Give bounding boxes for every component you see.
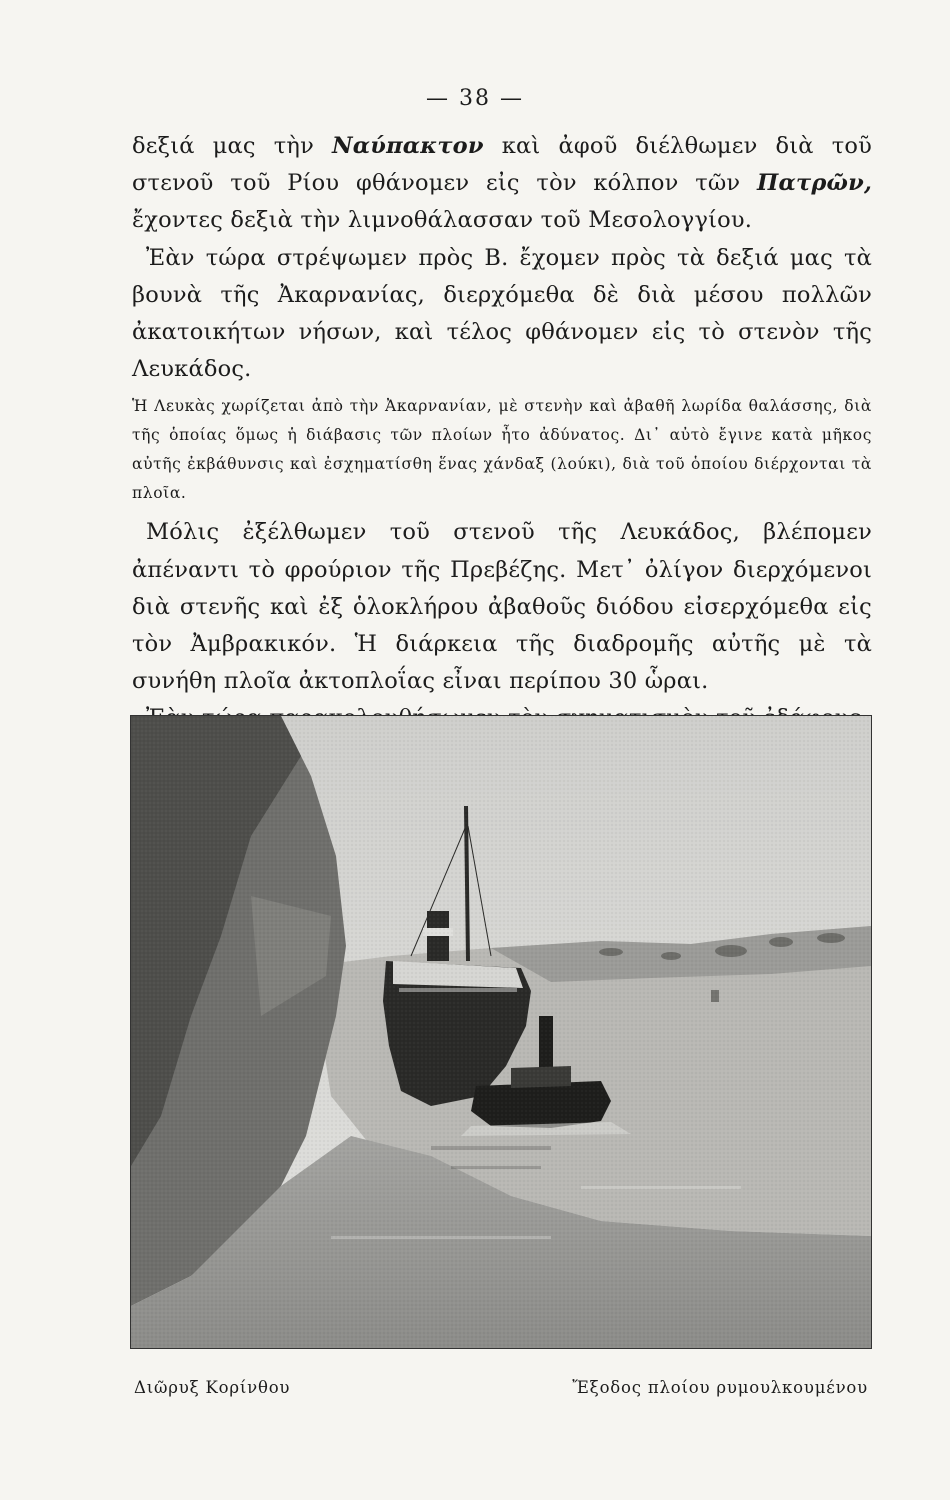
text-run: δεξιά μας τὴν: [132, 133, 332, 159]
text-run: Μόλις ἐξέλθωμεν τοῦ στενοῦ τῆς Λευκάδος, βλέπομεν ἀπέναντι τὸ φρούριον τῆς Πρεβέζης. Μετ᾽ ὀλίγον διερχόμενοι διὰ στενῆς καὶ ἐξ ὁλοκλήρου ἀβαθοῦς διόδου εἰσερχόμεθα εἰς τὸν Ἀμβρακικόν. Ἡ διάρκεια τῆς διαδρομῆς αὐτῆς μὲ τὰ συνήθη πλοῖα ἀκτοπλοΐας εἶναι περίπου 30 ὧραι.: [132, 519, 872, 695]
emphasis-patron: Πατρῶν,: [757, 170, 872, 197]
paragraph-3: [132, 514, 872, 700]
text-run: καὶ ἀφοῦ διέλθωμεν διὰ τοῦ στενοῦ τοῦ Ρίου φθάνομεν εἰς τὸν κόλπον τῶν: [132, 133, 872, 197]
text-run: Ἐὰν τώρα στρέψωμεν πρὸς Β. ἔχομεν πρὸς τὰ δεξιά μας τὰ βουνὰ τῆς Ἀκαρνανίας, διερχόμεθα δὲ διὰ μέσου πολλῶν ἀκατοικήτων νήσων, καὶ τέλος φθάνομεν εἰς τὸ στενὸν τῆς Λευκάδος.: [132, 244, 872, 383]
page-number: — 38 —: [426, 86, 524, 111]
photo-corinth-canal: [130, 715, 872, 1349]
footnote-lefkada: Ἡ Λευκὰς χωρίζεται ἀπὸ τὴν Ἀκαρνανίαν, μὲ στενὴν καὶ ἀβαθῆ λωρίδα θαλάσσης, διὰ τῆς ὁποίας ὅμως ἡ διάβασις τῶν πλοίων ἦτο ἀδύνατος. Δι᾽ αὐτὸ ἔγινε κατὰ μῆκος αὐτῆς ἐκβάθυνσις καὶ ἐσχηματίσθη ἕνας χάνδαξ (λούκι), διὰ τοῦ ὁποίου διέρχονται τὰ πλοῖα.: [132, 397, 872, 503]
caption-corinth-canal: Διῶρυξ Κορίνθου: [134, 1378, 291, 1397]
paragraph-1: [132, 128, 872, 240]
body-text: [132, 128, 872, 738]
text-run: ἔχοντες δεξιὰ τὴν λιμνοθάλασσαν τοῦ Μεσολογγίου.: [132, 207, 753, 234]
emphasis-nafpaktos: Ναύπακτον: [332, 133, 484, 159]
photo-illustration: [131, 716, 871, 1348]
caption-ship-towed: Ἔξοδος πλοίου ρυμουλκουμένου: [572, 1378, 868, 1397]
paragraph-2: [132, 240, 872, 389]
